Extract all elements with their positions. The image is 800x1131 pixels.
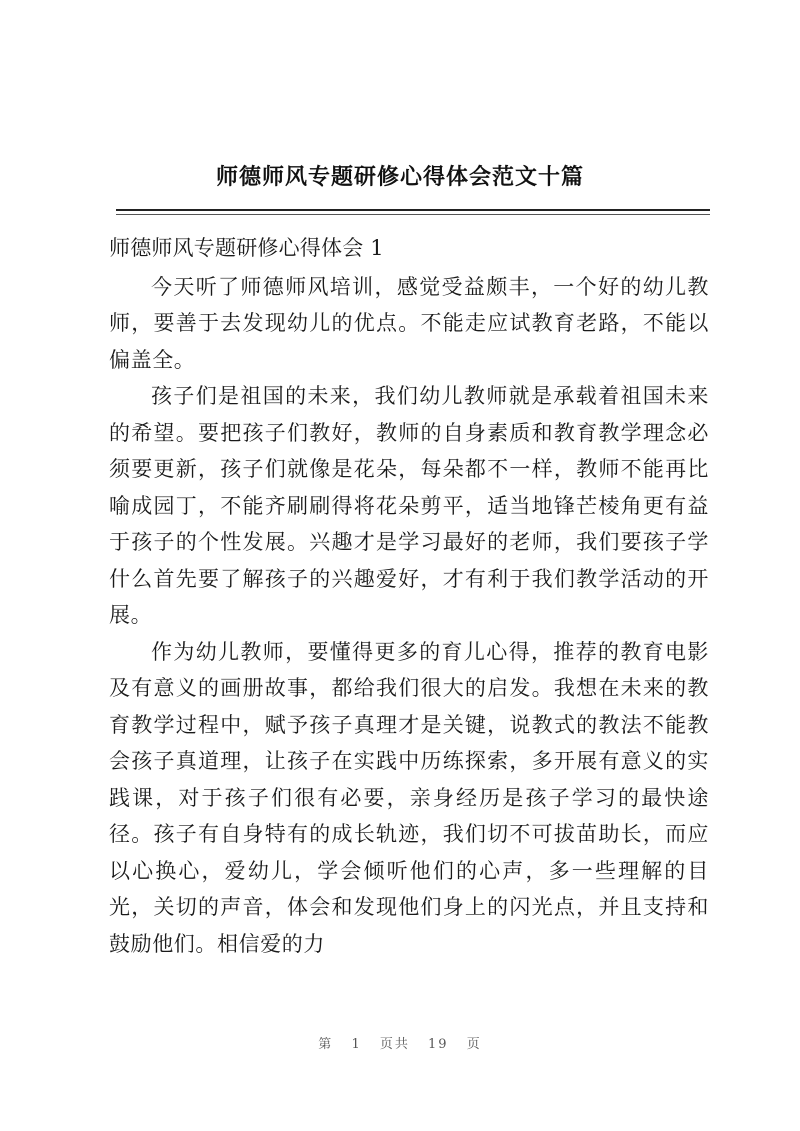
document-body xyxy=(109,230,709,962)
footer-current-page: 1 xyxy=(351,1037,362,1052)
section-heading: 师德师风专题研修心得体会 1 xyxy=(109,236,384,260)
paragraph-1: 今天听了师德师风培训，感觉受益颇丰，一个好的幼儿教师，要善于去发现幼儿的优点。不能走应试教育老路，不能以偏盖全。 xyxy=(109,274,709,372)
page-footer xyxy=(0,1033,800,1052)
document-title: 师德师风专题研修心得体会范文十篇 xyxy=(215,165,584,190)
footer-total-pages: 19 xyxy=(428,1037,449,1052)
footer-label-ye: 页 xyxy=(466,1037,482,1052)
title-underline-thin xyxy=(116,214,710,215)
footer-label-ye-gong: 页共 xyxy=(379,1037,410,1052)
footer-label-di: 第 xyxy=(318,1037,334,1052)
title-underline-thick xyxy=(116,209,710,211)
paragraph-2: 孩子们是祖国的未来，我们幼儿教师就是承载着祖国未来的希望。要把孩子们教好，教师的自身素质和教育教学理念必须要更新，孩子们就像是花朵，每朵都不一样，教师不能再比喻成园丁，不能齐刷刷得将花朵剪平，适当地锋芒棱角更有益于孩子的个性发展。兴趣才是学习最好的老师，我们要孩子学什么首先要了解孩子的兴趣爱好，才有利于我们教学活动的开展。 xyxy=(109,384,709,627)
paragraph-3: 作为幼儿教师，要懂得更多的育儿心得，推荐的教育电影及有意义的画册故事，都给我们很大的启发。我想在未来的教育教学过程中，赋予孩子真理才是关键，说教式的教法不能教会孩子真道理，让孩子在实践中历练探索，多开展有意义的实践课，对于孩子们很有必要，亲身经历是孩子学习的最快途径。孩子有自身特有的成长轨迹，我们切不可拔苗助长，而应以心换心，爱幼儿，学会倾听他们的心声，多一些理解的目光，关切的声音，体会和发现他们身上的闪光点，并且支持和鼓励他们。相信爱的力 xyxy=(109,639,709,956)
